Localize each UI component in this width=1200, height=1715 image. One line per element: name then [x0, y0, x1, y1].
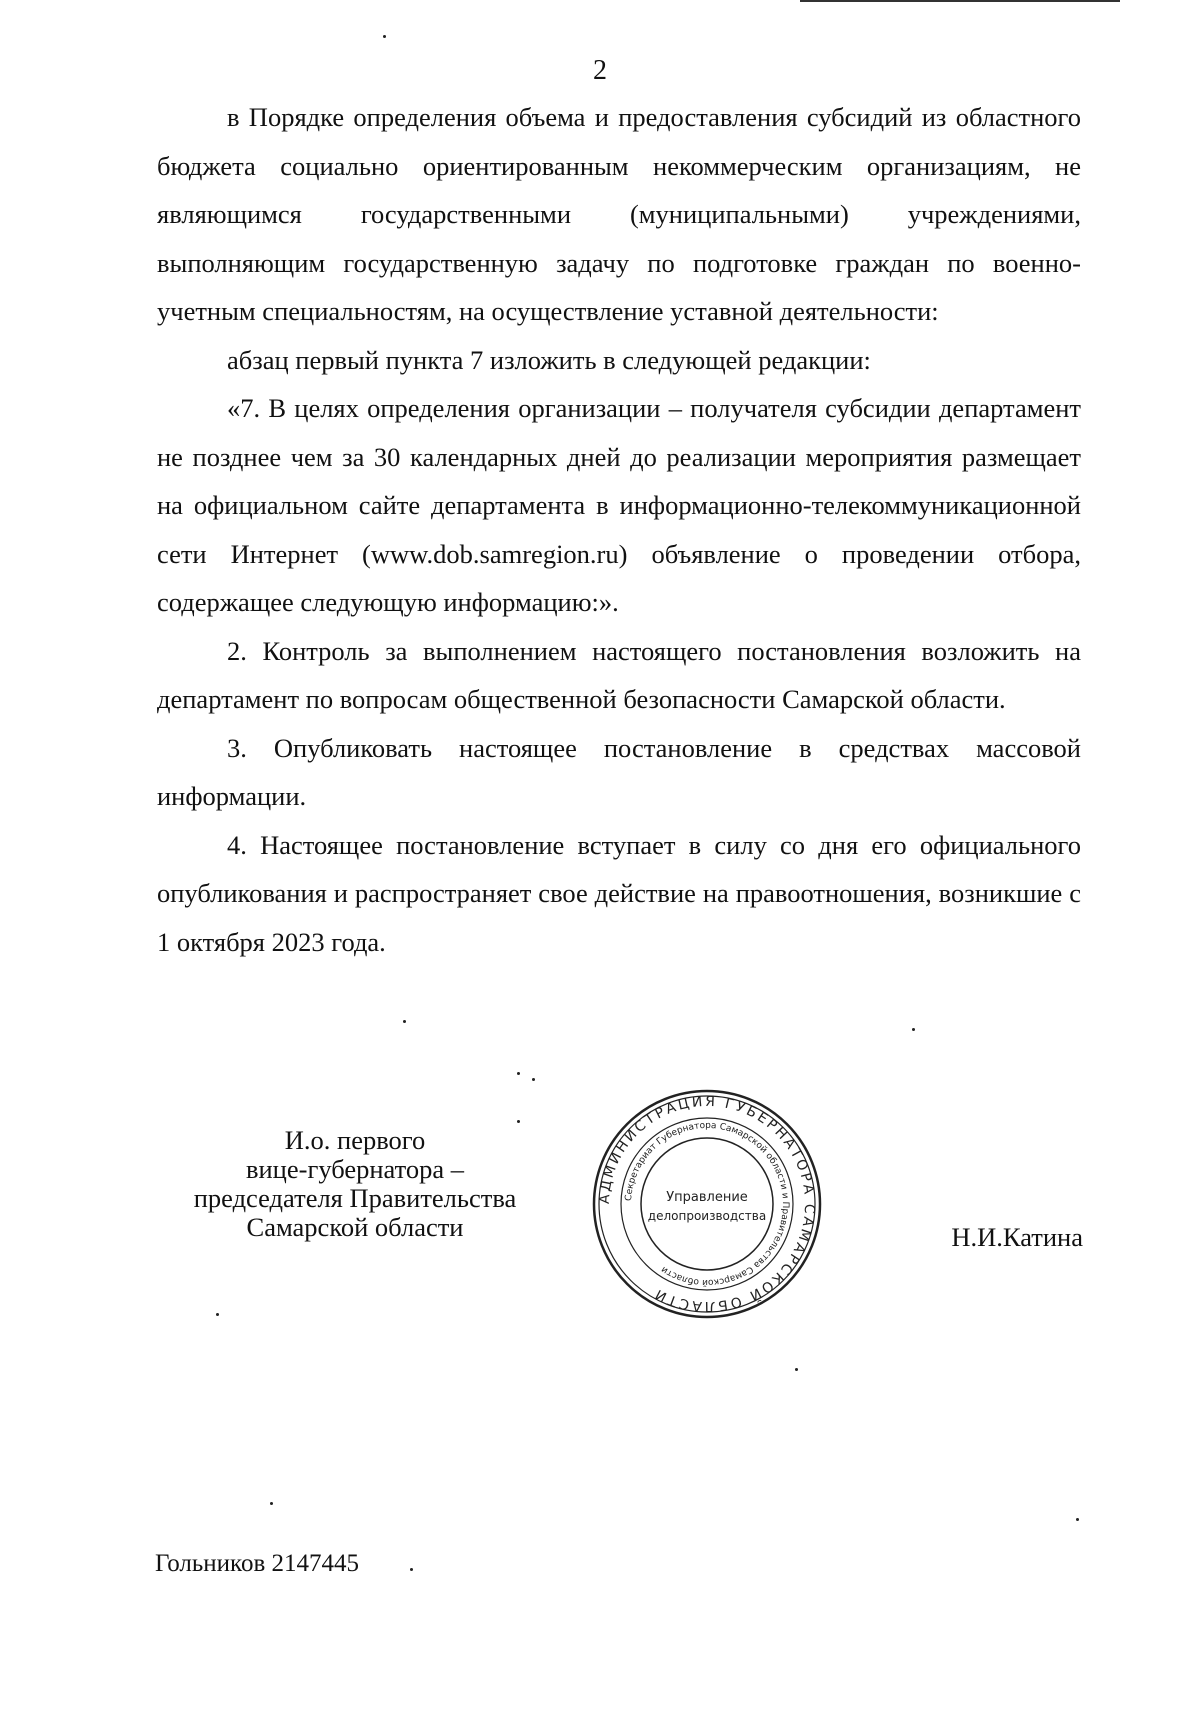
- scan-speck: [410, 1568, 413, 1571]
- scan-speck: [216, 1313, 219, 1316]
- scan-speck: [403, 1020, 406, 1023]
- seal-inner-text: Секретариат Губернатора Самарской области и Правительства Самарской области: [624, 1120, 791, 1288]
- official-seal-stamp: [591, 1088, 823, 1320]
- scan-speck: [532, 1078, 535, 1081]
- seal-center-line1: Управление: [666, 1190, 748, 1205]
- signatory-title-line: И.о. первого: [284, 1125, 426, 1155]
- paragraph-amendment-intro: в Порядке определения объема и предоставления субсидий из областного бюджета социально ориентированным некоммерческим организациям, не являющимся государственными (муниципальными) учреждениями, выполняющим государственную задачу по подготовке граждан по военно-учетным специальностям, на осуществление уставной деятельности:: [157, 102, 1081, 326]
- top-edge-line: [800, 0, 1120, 2]
- paragraph-amendment-instruction: абзац первый пункта 7 изложить в следующей редакции:: [227, 344, 871, 375]
- scan-speck: [517, 1072, 520, 1075]
- executor-reference: Гольников 2147445: [155, 1550, 359, 1577]
- signatory-title-line: председателя Правительства: [193, 1183, 517, 1213]
- paragraph-clause-7: «7. В целях определения организации – получателя субсидии департамент не позднее чем за 30 календарных дней до реализации мероприятия размещает на официальном сайте департамента в информационно-телекоммуникационной сети Интернет (www.dob.samregion.ru) объявление о проведении отбора, содержащее следующую информацию:».: [157, 393, 1081, 617]
- page-number: 2: [593, 55, 607, 86]
- paragraph-publish: 3. Опубликовать настоящее постановление в средствах массовой информации.: [157, 732, 1081, 811]
- scan-speck: [795, 1368, 798, 1371]
- signatory-name: Н.И.Катина: [951, 1222, 1083, 1252]
- signatory-title-line: вице-губернатора –: [245, 1154, 464, 1184]
- scan-speck: [517, 1120, 520, 1123]
- document-body: [157, 93, 1081, 966]
- signatory-title-line: Самарской области: [246, 1212, 464, 1242]
- scan-speck: [1076, 1518, 1079, 1521]
- signatory-title: [150, 1126, 560, 1242]
- seal-outer-text: АДМИНИСТРАЦИЯ ГУБЕРНАТОРА САМАРСКОЙ ОБЛАСТИ: [596, 1093, 818, 1315]
- scan-speck: [383, 35, 386, 38]
- seal-center-line2: делопроизводства: [647, 1209, 767, 1223]
- scan-speck: [912, 1028, 915, 1031]
- scan-speck: [270, 1502, 273, 1505]
- paragraph-control: 2. Контроль за выполнением настоящего постановления возложить на департамент по вопросам общественной безопасности Самарской области.: [157, 635, 1081, 714]
- paragraph-effective-date: 4. Настоящее постановление вступает в силу со дня его официального опубликования и распространяет свое действие на правоотношения, возникшие с 1 октября 2023 года.: [157, 829, 1081, 957]
